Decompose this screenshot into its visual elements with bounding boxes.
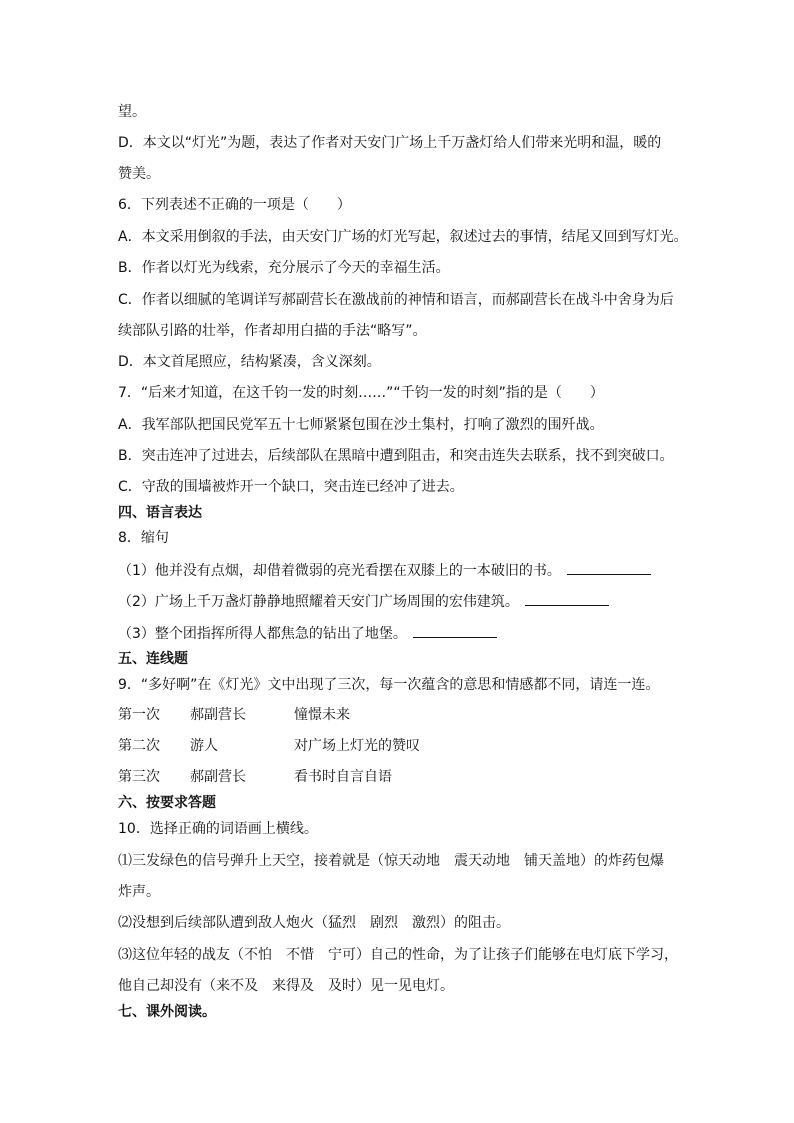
match-meaning: 看书时自言自语 — [294, 769, 392, 785]
question-9: 9．“多好啊”在《灯光》文中出现了三次，每一次蕴含的意思和情感都不同，请连一连。 — [118, 677, 660, 693]
section-heading: 七、课外阅读。 — [118, 1004, 216, 1020]
text-line: 望。 — [118, 104, 146, 120]
option-c: C．守敌的围墙被炸开一个缺口，突击连已经冲了进去。 — [118, 479, 464, 495]
answer-blank[interactable] — [525, 591, 609, 606]
answer-blank[interactable] — [567, 560, 651, 575]
match-meaning: 对广场上灯光的赞叹 — [294, 738, 420, 754]
text-line: 他自己却没有（来不及 来得及 及时）见一见电灯。 — [118, 978, 454, 994]
sentence-text: （2）广场上千万盏灯静静地照耀着天安门广场周围的宏伟建筑。 — [118, 594, 519, 610]
section-heading: 四、语言表达 — [118, 505, 202, 521]
question-10: 10．选择正确的词语画上横线。 — [118, 821, 318, 837]
section-heading: 五、连线题 — [118, 651, 188, 667]
question-7: 7．“后来才知道，在这千钧一发的时刻……”“千钧一发的时刻”指的是（ ） — [118, 385, 604, 401]
question-8: 8．缩句 — [118, 530, 169, 546]
text-line: 续部队引路的壮举，作者却用白描的手法“略写”。 — [118, 323, 427, 339]
section-heading: 六、按要求答题 — [118, 795, 216, 811]
choice-sentence: ⑴三发绿色的信号弹升上天空，接着就是（惊天动地 震天动地 铺天盖地）的炸药包爆 — [118, 853, 664, 869]
option-d: D．本文首尾照应，结构紧凑，含义深刻。 — [118, 354, 381, 370]
match-meaning: 憧憬未来 — [294, 707, 350, 723]
text-line: 炸声。 — [118, 884, 160, 900]
match-speaker: 郝副营长 — [190, 707, 246, 723]
answer-blank[interactable] — [413, 623, 497, 638]
text-line: 赞美。 — [118, 166, 160, 182]
sentence-text: （1）他并没有点烟，却借着微弱的亮光看摆在双膝上的一本破旧的书。 — [118, 563, 561, 579]
choice-sentence: ⑶这位年轻的战友（不怕 不惜 宁可）自己的性命，为了让孩子们能够在电灯底下学习， — [118, 947, 678, 963]
match-speaker: 游人 — [190, 738, 218, 754]
option-a: A．本文采用倒叙的手法，由天安门广场的灯光写起，叙述过去的事情，结尾又回到写灯光。 — [118, 229, 688, 245]
sentence-item — [118, 623, 497, 644]
option-b: B．突击连冲了过进去，后续部队在黑暗中遭到阻击，和突击连失去联系，找不到突破口。 — [118, 448, 674, 464]
sentence-item — [118, 591, 609, 612]
match-order: 第三次 — [118, 769, 160, 785]
option-b: B．作者以灯光为线索，充分展示了今天的幸福生活。 — [118, 260, 450, 276]
option-a: A．我军部队把国民党军五十七师紧紧包围在沙土集村，打响了激烈的围歼战。 — [118, 417, 604, 433]
match-order: 第一次 — [118, 707, 160, 723]
sentence-item — [118, 560, 651, 581]
option-d: D．本文以“灯光”为题，表达了作者对天安门广场上千万盏灯给人们带来光明和温，暖的 — [118, 135, 662, 151]
sentence-text: （3）整个团指挥所得人都焦急的钻出了地堡。 — [118, 626, 407, 642]
option-c: C．作者以细腻的笔调详写郝副营长在激战前的神情和语言，而郝副营长在战斗中舍身为后 — [118, 292, 674, 308]
question-6: 6．下列表述不正确的一项是（ ） — [118, 197, 351, 213]
match-speaker: 郝副营长 — [190, 769, 246, 785]
choice-sentence: ⑵没想到后续部队遭到敌人炮火（猛烈 剧烈 激烈）的阻击。 — [118, 915, 510, 931]
match-order: 第二次 — [118, 738, 160, 754]
